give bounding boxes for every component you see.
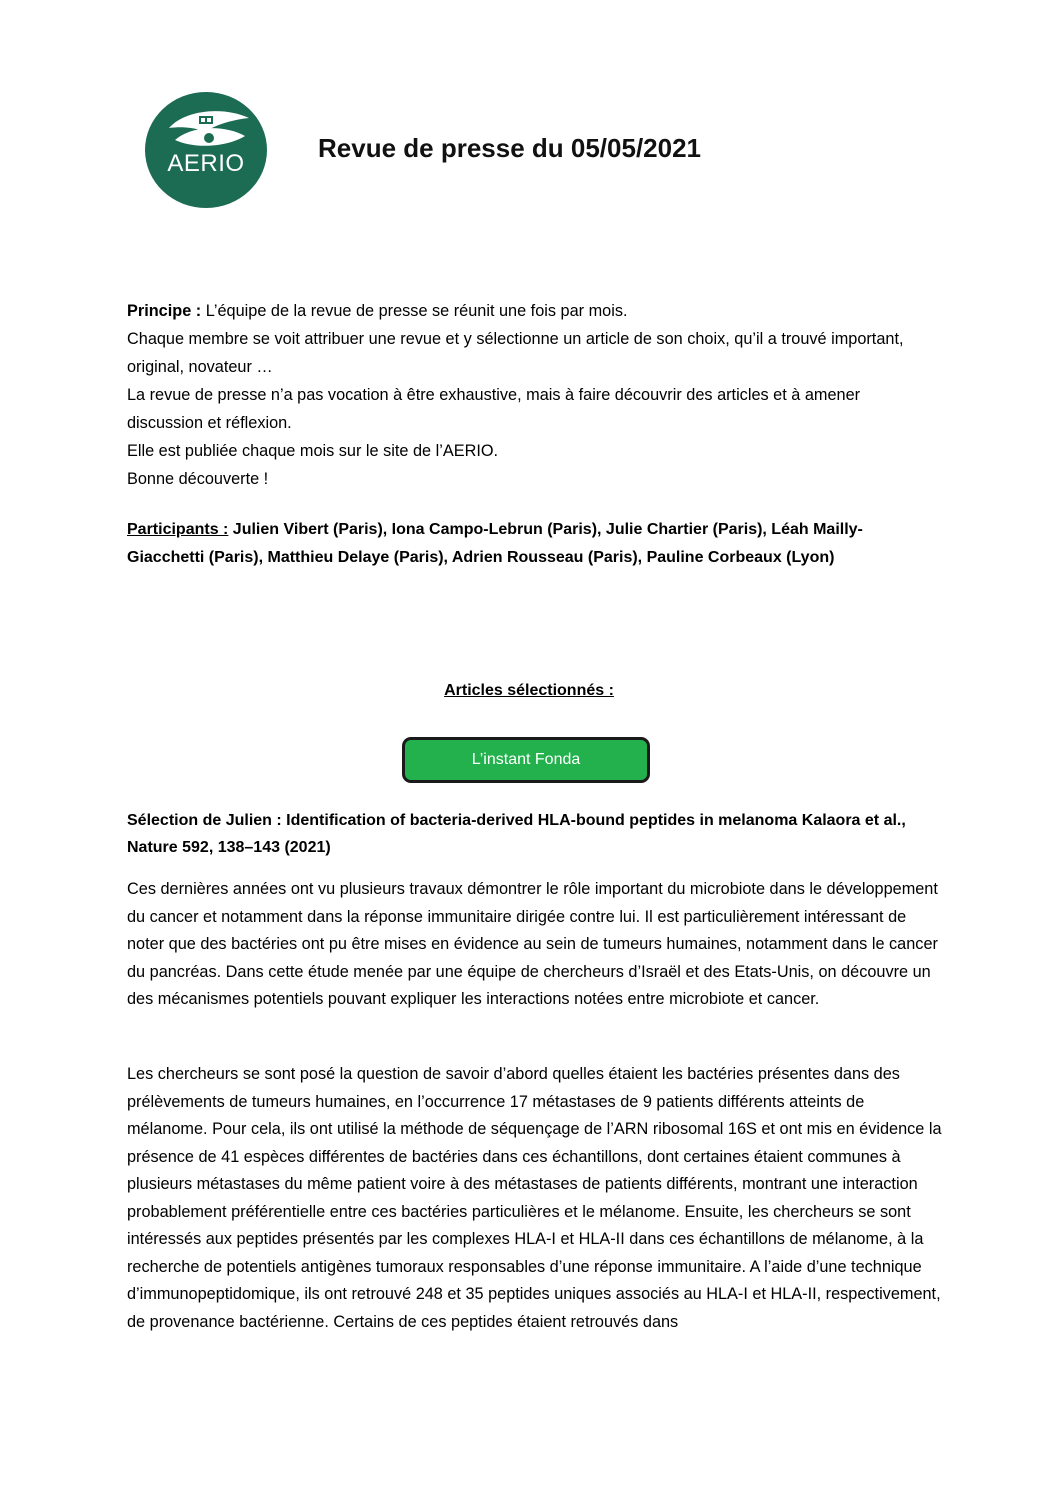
instant-fonda-label: L’instant Fonda (471, 751, 581, 768)
participants-label: Participants : (127, 521, 229, 538)
principe-label: Principe : (127, 302, 202, 320)
principe-text: L’équipe de la revue de presse se réunit une fois par mois. (201, 302, 628, 320)
article-paragraph-1: Ces dernières années ont vu plusieurs travaux démontrer le rôle important du microbiote dans le développement du cancer et notamment dans la réponse immunitaire dirigée contre lui. Il est particulièrement intéressant de noter que des bactéries ont pu être mises en évidence au sein de tumeurs humaines, notamment dans le cancer du pancréas. Dans cette étude menée par une équipe de chercheurs d’Israël et des Etats-Unis, on découvre un des mécanismes potentiels pouvant expliquer les interactions notées entre microbiote et cancer. (127, 880, 938, 1008)
participants-list: Julien Vibert (Paris), Iona Campo-Lebrun (Paris), Julie Chartier (Paris), Léah Mailly-Giacchetti (Paris), Matthieu Delaye (Paris), Adrien Rousseau (Paris), Pauline Corbeaux (Lyon) (127, 521, 863, 566)
intro-line-4: Elle est publiée chaque mois sur le site de l’AERIO. (127, 442, 499, 460)
intro-line-3: La revue de presse n’a pas vocation à être exhaustive, mais à faire découvrir des articles et à amener discussion et réflexion. (127, 386, 861, 432)
article-paragraph-2: Les chercheurs se sont posé la question de savoir d’abord quelles étaient les bactéries présentes dans des prélèvements de tumeurs humaines, en l’occurrence 17 métastases de 9 patients différents atteints de mélanome. Pour cela, ils ont utilisé la méthode de séquençage de l’ARN ribosomal 16S et ont mis en évidence la présence de 41 espèces différentes de bactéries dans ces échantillons, dont certaines étaient communes à plusieurs métastases du même patient voire à des métastases de patients différents, montrant une interaction probablement préférentielle entre ces bactéries particulières et le mélanome. Ensuite, les chercheurs se sont intéressés aux peptides présentés par les complexes HLA-I et HLA-II dans ces échantillons de mélanome, à la recherche de potentiels antigènes tumoraux responsables d’une réponse immunitaire. A l’aide d’une technique d’immunopeptidomique, ils ont retrouvé 248 et 35 peptides uniques associés au HLA-I et HLA-II, respectivement, de provenance bactérienne. Certains de ces peptides étaient retrouvés dans (127, 1065, 942, 1331)
page-title: Revue de presse du 05/05/2021 (318, 133, 702, 163)
participants-section (127, 516, 927, 572)
principe-line (127, 297, 937, 325)
articles-heading: Articles sélectionnés : (444, 682, 614, 699)
logo-text: AERIO (167, 150, 245, 177)
instant-fonda-banner (402, 737, 650, 783)
aerio-logo (145, 92, 267, 208)
intro-line-5: Bonne découverte ! (127, 470, 269, 488)
intro-section (127, 297, 937, 493)
intro-line-2: Chaque membre se voit attribuer une revue et y sélectionne un article de son choix, qu’il a trouvé important, original, novateur … (127, 330, 904, 376)
article-selection-title: Sélection de Julien : Identification of bacteria-derived HLA-bound peptides in melanoma Kalaora et al., Nature 592, 138–143 (2021) (127, 812, 906, 856)
